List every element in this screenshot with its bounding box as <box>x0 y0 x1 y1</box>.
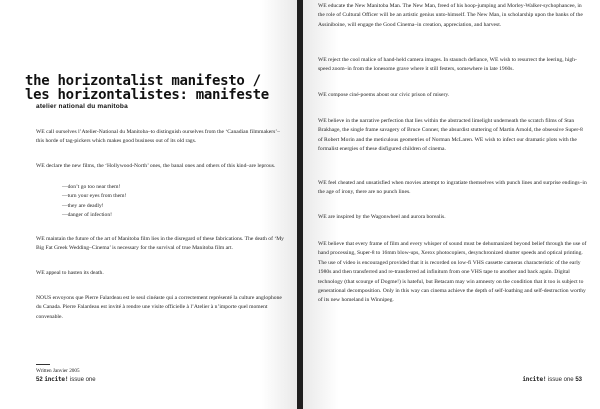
list-item: —turn your eyes from them! <box>62 193 127 199</box>
footer-left <box>36 376 96 383</box>
paragraph-3: WE compose ciné-poems about our civic prison of misery. <box>318 92 450 98</box>
paragraph-6: WE are inspired by the Wagonwheel and aurora borealis. <box>318 214 446 220</box>
paragraph-5: NOUS envoyons que Pierre Falardeau est le seul cinéaste qui a correctement représenté la culture anglophone du Canada. Pierre Falardeau est invité à rendre une visite officielle à l’Atelier à n’importe quel moment convenable. <box>36 295 282 320</box>
page-number: 52 <box>36 377 43 383</box>
list-item: —danger of infection! <box>62 212 113 218</box>
right-page <box>303 0 600 409</box>
left-page <box>0 0 297 409</box>
title-french: les horizontalistes: manifeste <box>25 87 269 103</box>
divider-rule <box>36 364 50 365</box>
publication-name: incite! <box>522 376 547 383</box>
title-english: the horizontalist manifesto / <box>25 73 261 89</box>
paragraph-1: WE educate the New Manitoba Man. The New Man, freed of his hoop-jumping and Morley-Walker-sychophancee, in the role of Cultural Officer will be an artistic genius unto-himself. The New Man, in scholarship upon the banks of the Assiniboine, will engage the Good Cinema–in creation, appreciation, and harvest. <box>318 3 583 28</box>
issue-label: issue one <box>547 377 574 383</box>
paragraph-3: WE maintain the future of the art of Manitoba film lies in the disregard of these fabrications. The death of ‘My Big Fat Greek Wedding–Cinema’ is necessary for the survival of true Manitoba film art. <box>36 236 284 252</box>
paragraph-1: WE call ourselves l’Atelier-National du Manitoba–to distinguish ourselves from the ‘Canadian filmmakers’–this horde of tag-pickers which makes good business out of its old rags. <box>36 129 280 145</box>
list-item: —they are deadly! <box>62 203 104 209</box>
page-number: 53 <box>575 377 582 383</box>
paragraph-5: WE feel cheated and unsatisfied when movies attempt to ingratiate themselves with punch lines and surprise endings–in the age of irony, there are no punch lines. <box>318 180 587 196</box>
paragraph-2: WE declare the new films, the ‘Hollywood-North’ ones, the banal ones and others of this kind–are leprous. <box>36 163 276 169</box>
paragraph-2: WE reject the cool malice of hand-held camera images. In staunch defiance, WE wish to resurrect the leering, high-speed zoom–in from the lonesome grave where it still festers, somewhere in late 1960s. <box>318 57 577 73</box>
written-date: Written Janvier 2005 <box>36 368 80 374</box>
list-item: —don’t go too near them! <box>62 184 121 190</box>
subtitle: atelier national du manitoba <box>36 103 128 110</box>
footer-right <box>522 376 582 383</box>
paragraph-7: WE believe that every frame of film and every whisper of sound must be dehumanized beyond belief through the use of hand processing, Super-8 to 16mm blow-ups, Xerox photocopiers, desynchronized shutter speeds and optical printing. The use of video is encouraged provided that it is recorded on low-fi VHS cassette cameras characteristic of the early 1980s and then transferred and re-transferred ad infinitum from one VHS tape to another and back again. Digital technology (that scourge of Dogme!) is hateful, but Betacam may win amnesty on the condition that it too is subject to generational decomposition. Only in this way can cinema achieve the depth of self-loathing and self-destruction worthy of its new homeland in Winnipeg. <box>318 241 587 304</box>
publication-name: incite! <box>44 376 69 383</box>
issue-label: issue one <box>69 377 96 383</box>
paragraph-4: WE appeal to hasten its death. <box>36 270 104 276</box>
paragraph-4: WE believe in the narrative perfection that lies within the abstracted limelight underneath the scratch films of Stan Brakhage, the single frame savagery of Bruce Conner, the absurdist stuttering of Martin Arnold, the obsessive Super-8 of Robert Morin and the meticulous geometries of Norman McLaren. WE wish to infect our dramatic plots with the formalist energies of these disfigured children of cinema. <box>318 118 583 153</box>
